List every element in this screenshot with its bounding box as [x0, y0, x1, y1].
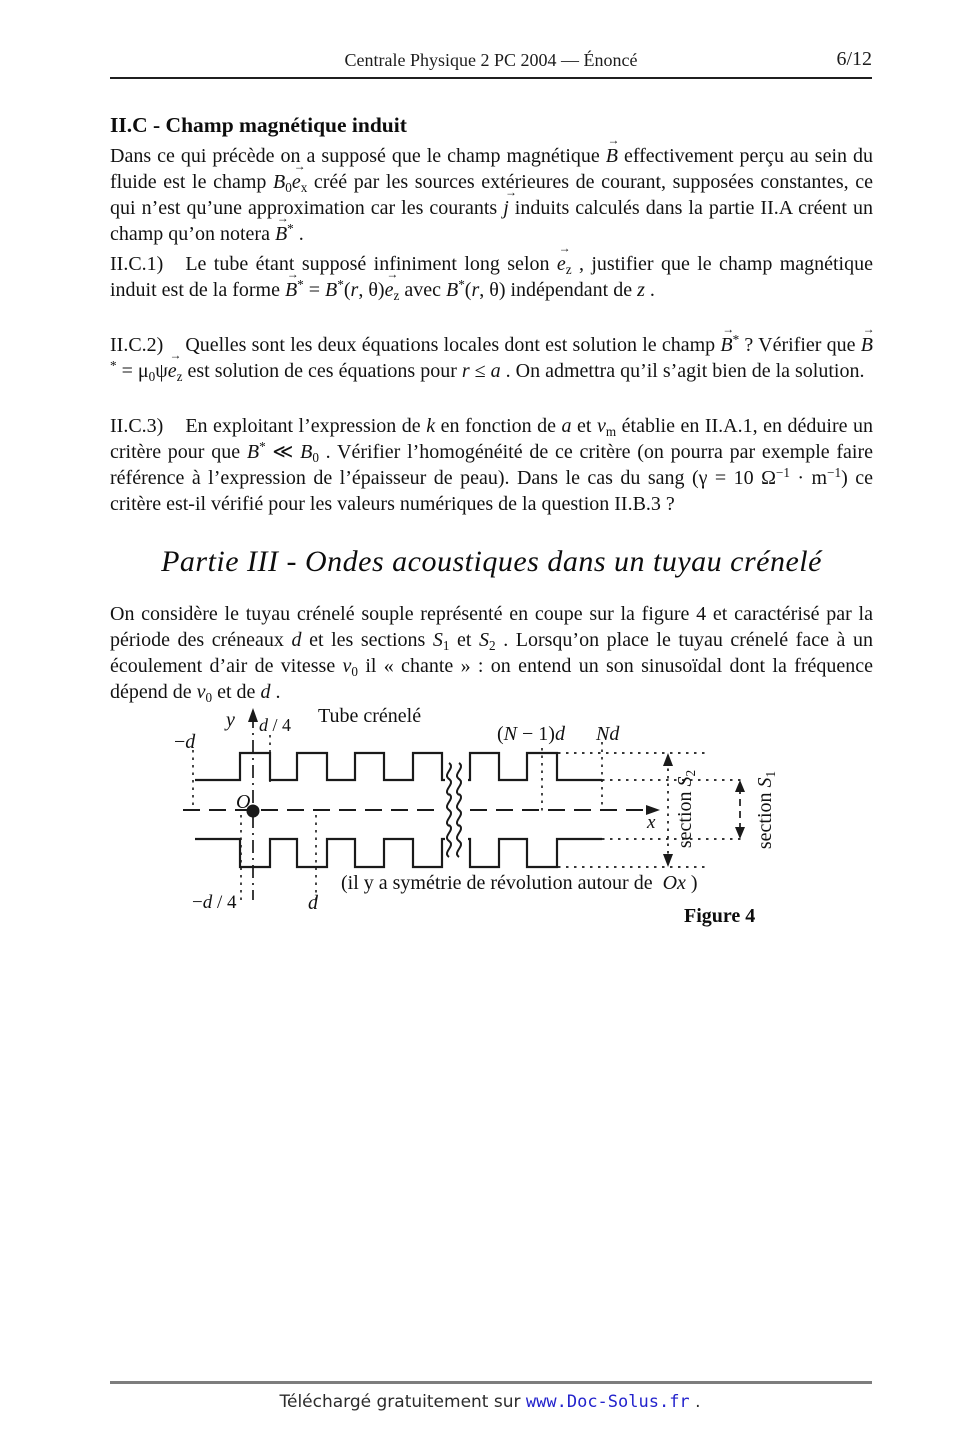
dim-label-minus-d4: −d / 4 [192, 892, 237, 913]
question-iic3: II.C.3) En exploitant l’expression de k en fonction de a et $v_m$ établie en II.A.1, en déduire un critère pour que B* ≪ $B_0$ . Vérifier l’homogénéité de ce critère (on pourra par exemple faire référence à l’expression de l’épaisseur de peau). Dans le cas du sang (γ = 10 $\Omega^{-1} \cdot m^{-1}$) ce critère est-il vérifié pour les valeurs numériques de la question II.B.3 ? [110, 415, 874, 515]
symmetry-note: (il y a symétrie de révolution autour de Ox ) [341, 872, 698, 894]
dim-label-d4: d / 4 [259, 715, 292, 735]
footer-rule [110, 1381, 872, 1384]
dim-label-n-minus-1-d: (N − 1)d [497, 723, 565, 745]
dim-label-d: d [308, 892, 318, 914]
footer [0, 1392, 980, 1412]
footer-text: Téléchargé gratuitement sur [279, 1392, 526, 1412]
dim-label-minus-d: −d [174, 731, 196, 753]
section-heading-iic: II.C - Champ magnétique induit [110, 113, 407, 137]
footer-period: . [689, 1392, 701, 1412]
question-iic1: II.C.1) Le tube étant supposé infiniment long selon $e \to_z$ , justifier que le champ magnétique induit est de la forme B →* = B*(r, $\theta)e \to_z$ avec B*(r, θ) indépendant de z . [110, 251, 873, 303]
x-axis-label: x [647, 812, 656, 833]
origin-label: O [236, 791, 251, 813]
page-number: 6/12 [836, 48, 872, 70]
question-iic2: II.C.2) Quelles sont les deux équations locales dont est solution le champ B →* ? Vérifier que $B \to^* = \mu_0\psi e \to_z$ est solution de ces équations pour r ≤ a . On admettra qu’il s’agit bien de la solution. [110, 332, 873, 384]
paragraph-iic-intro: Dans ce qui précède on a supposé que le champ magnétique B → effectivement perçu au sein du fluide est le champ $B_0e \to_x$ créé par les sources extérieures de courant, supposées constantes, ce qui n’est qu’une approximation car les courants j → induits calculés dans la partie II.A créent un champ qu’on notera B →* . [110, 143, 873, 247]
doc-solus-link[interactable]: www.Doc-Solus.fr [525, 1392, 690, 1412]
part-iii-heading: Partie III - Ondes acoustiques dans un tuyau crénelé [161, 545, 822, 578]
section-s1-label: section $S_1$ [754, 770, 778, 850]
page-header [110, 50, 872, 76]
section-s2-label: section $S_2$ [674, 769, 698, 849]
figure-label-tube: Tube crénelé [318, 705, 422, 727]
y-axis-label: y [226, 709, 235, 731]
dim-label-nd: Nd [596, 723, 620, 745]
figure-4 [0, 703, 980, 948]
figure-caption: Figure 4 [684, 905, 756, 927]
header-rule [110, 77, 872, 79]
header-title: Centrale Physique 2 PC 2004 — Énoncé [344, 50, 638, 70]
paragraph-part-iii-intro: On considère le tuyau crénelé souple représenté en coupe sur la figure 4 et caractérisé par la période des créneaux d et les sections $S_1$ et $S_2$ . Lorsqu’on place le tuyau crénelé face à un écoulement d’air de vitesse $v_0$ il « chante » : on entend un son sinusoïdal dont la fréquence dépend de $v_0$ et de d . [110, 603, 873, 705]
